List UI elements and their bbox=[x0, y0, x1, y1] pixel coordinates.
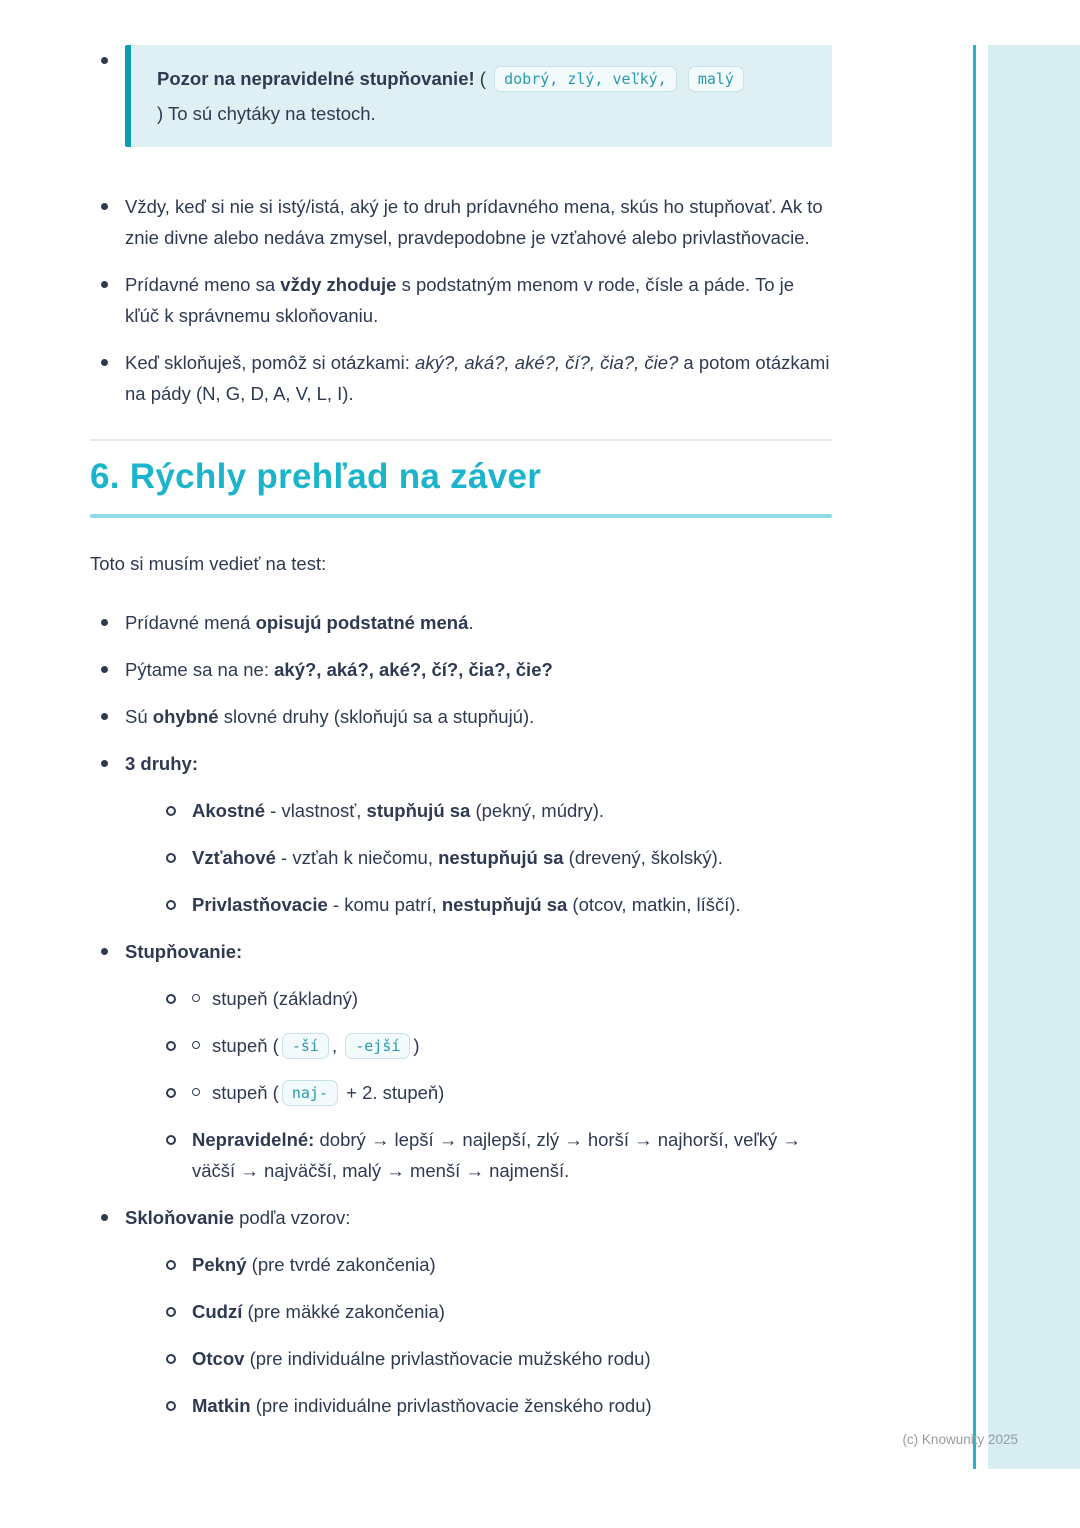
bullet-icon bbox=[101, 619, 108, 626]
pattern-text bbox=[192, 1390, 832, 1421]
code-chip: dobrý, zlý, veľký, bbox=[494, 66, 677, 92]
circle-bullet-icon bbox=[166, 853, 176, 863]
italic-text: aký?, aká?, aké?, čí?, čia?, čie? bbox=[415, 352, 679, 373]
warning-callout bbox=[125, 45, 832, 147]
bold-text: Akostné bbox=[192, 800, 265, 821]
bold-text: Matkin bbox=[192, 1395, 251, 1416]
bullet-icon bbox=[101, 760, 108, 767]
bold-text: Privlastňovacie bbox=[192, 894, 328, 915]
bullet-icon bbox=[101, 713, 108, 720]
text-segment: (drevený, školský). bbox=[563, 847, 723, 868]
text-segment: - komu patrí, bbox=[327, 894, 442, 915]
degree-item bbox=[157, 983, 832, 1014]
pattern-item bbox=[157, 1343, 832, 1374]
tip-item bbox=[90, 269, 832, 331]
bold-text: Cudzí bbox=[192, 1301, 243, 1322]
text-segment: - vzťah k niečomu, bbox=[275, 847, 439, 868]
bold-text: Stupňovanie: bbox=[125, 941, 243, 962]
code-chip: malý bbox=[688, 66, 744, 92]
irregular-text bbox=[192, 1124, 832, 1186]
bold-text: opisujú podstatné mená bbox=[255, 612, 469, 633]
kind-item bbox=[157, 842, 832, 873]
pattern-text bbox=[192, 1343, 832, 1374]
bold-text: vždy zhoduje bbox=[280, 274, 397, 295]
intro-text: Toto si musím vedieť na test: bbox=[90, 553, 327, 574]
bold-text: ohybné bbox=[152, 706, 219, 727]
summary-text bbox=[125, 1202, 832, 1233]
text-segment: Vždy, keď si nie si istý/istá, aký je to druh prídavného mena, skús ho stupňovať. Ak to znie divne alebo nedáva zmysel, pravdepodobne je vzťahové alebo privlastňovacie. bbox=[125, 196, 823, 248]
text-segment: (pekný, múdry). bbox=[470, 800, 604, 821]
text-segment: + 2. stupeň) bbox=[340, 1082, 445, 1103]
text-segment: (pre individuálne privlastňovacie mužského rodu) bbox=[244, 1348, 651, 1369]
kind-text bbox=[192, 795, 832, 826]
degree-item bbox=[157, 1077, 832, 1108]
heading-underline bbox=[90, 514, 832, 518]
circle-bullet-icon bbox=[166, 1354, 176, 1364]
text-segment: dobrý → lepší → najlepší, zlý → horší → najhorší, veľký → väčší → najväčší, malý → menší → najmenší. bbox=[192, 1129, 801, 1181]
code-chip: -ejší bbox=[345, 1033, 410, 1059]
summary-item-declension bbox=[90, 1202, 832, 1421]
right-sidebar-accent-line bbox=[973, 45, 976, 1469]
text-segment: (otcov, matkin, líščí). bbox=[567, 894, 741, 915]
summary-text bbox=[125, 654, 832, 685]
circle-bullet-icon bbox=[166, 994, 176, 1004]
kind-text bbox=[192, 889, 832, 920]
degree-circle-icon bbox=[192, 1041, 200, 1049]
text-segment: ) bbox=[413, 1035, 420, 1056]
text-segment: (pre individuálne privlastňovacie ženského rodu) bbox=[250, 1395, 652, 1416]
text-segment: (pre mäkké zakončenia) bbox=[242, 1301, 445, 1322]
section-divider bbox=[90, 439, 832, 441]
text-segment: . bbox=[468, 612, 474, 633]
summary-item-kinds bbox=[90, 748, 832, 920]
bold-text: stupňujú sa bbox=[366, 800, 471, 821]
callout-title: Pozor na nepravidelné stupňovanie! bbox=[157, 68, 475, 89]
bold-text: Otcov bbox=[192, 1348, 245, 1369]
right-sidebar-strip bbox=[988, 45, 1080, 1469]
text-segment: Keď skloňuješ, pomôž si otázkami: bbox=[125, 352, 416, 373]
summary-text bbox=[125, 748, 832, 779]
circle-bullet-icon bbox=[166, 1307, 176, 1317]
tip-item bbox=[90, 191, 832, 253]
notes-content bbox=[90, 45, 832, 1437]
text-segment: s podstatným menom v rode, čísle a páde. To je kľúč k správnemu skloňovaniu. bbox=[125, 274, 795, 326]
pattern-item bbox=[157, 1390, 832, 1421]
text-segment: ) To sú chytáky na testoch. bbox=[157, 103, 376, 124]
text-segment: Prídavné mená bbox=[125, 612, 256, 633]
degree-text bbox=[192, 983, 832, 1014]
bold-text: Vzťahové bbox=[192, 847, 276, 868]
circle-bullet-icon bbox=[166, 1041, 176, 1051]
pattern-text bbox=[192, 1249, 832, 1280]
text-segment: Pýtame sa na ne: bbox=[125, 659, 275, 680]
degree-circle-icon bbox=[192, 1088, 200, 1096]
text-segment: Prídavné meno sa bbox=[125, 274, 281, 295]
bold-text: 3 druhy: bbox=[125, 753, 198, 774]
bullet-icon bbox=[101, 359, 108, 366]
bullet-icon bbox=[101, 948, 108, 955]
tip-item bbox=[90, 347, 832, 409]
text-segment: stupeň ( bbox=[212, 1082, 279, 1103]
circle-bullet-icon bbox=[166, 1260, 176, 1270]
degree-text bbox=[192, 1030, 832, 1061]
degree-circle-icon bbox=[192, 994, 200, 1002]
degree-text bbox=[192, 1077, 832, 1108]
degree-item bbox=[157, 1030, 832, 1061]
callout-text bbox=[157, 61, 752, 131]
bold-text: Nepravidelné: bbox=[192, 1129, 315, 1150]
bold-text: Pekný bbox=[192, 1254, 247, 1275]
irregular-item bbox=[157, 1124, 832, 1186]
text-segment: ( bbox=[474, 68, 486, 89]
code-chip: -ší bbox=[282, 1033, 329, 1059]
summary-item bbox=[90, 607, 832, 638]
text-segment: stupeň (základný) bbox=[212, 988, 359, 1009]
circle-bullet-icon bbox=[166, 806, 176, 816]
text-segment: slovné druhy (skloňujú sa a stupňujú). bbox=[218, 706, 535, 727]
section-heading: 6. Rýchly prehľad na záver bbox=[90, 457, 542, 496]
kind-item bbox=[157, 795, 832, 826]
pattern-item bbox=[157, 1249, 832, 1280]
circle-bullet-icon bbox=[166, 1135, 176, 1145]
summary-text bbox=[125, 936, 832, 967]
tip-text bbox=[125, 347, 832, 409]
text-segment: , bbox=[331, 1035, 343, 1056]
circle-bullet-icon bbox=[166, 1088, 176, 1098]
bullet-icon bbox=[101, 666, 108, 673]
summary-item bbox=[90, 654, 832, 685]
bold-text: aký?, aká?, aké?, čí?, čia?, čie? bbox=[274, 659, 553, 680]
declension-sublist bbox=[125, 1249, 832, 1421]
tip-text bbox=[125, 191, 832, 253]
bullet-icon bbox=[101, 281, 108, 288]
copyright-note: (c) Knowunity 2025 bbox=[902, 1432, 1018, 1447]
pattern-text bbox=[192, 1296, 832, 1327]
bold-text: Skloňovanie bbox=[125, 1207, 234, 1228]
summary-text bbox=[125, 607, 832, 638]
bold-text: nestupňujú sa bbox=[438, 847, 564, 868]
pattern-item bbox=[157, 1296, 832, 1327]
circle-bullet-icon bbox=[166, 900, 176, 910]
bullet-icon bbox=[101, 203, 108, 210]
summary-item-grading bbox=[90, 936, 832, 1186]
summary-item bbox=[90, 701, 832, 732]
text-segment: - vlastnosť, bbox=[265, 800, 367, 821]
grading-sublist bbox=[125, 983, 832, 1186]
bullet-icon bbox=[101, 1214, 108, 1221]
text-segment: stupeň ( bbox=[212, 1035, 279, 1056]
text-segment: Sú bbox=[125, 706, 153, 727]
kind-item bbox=[157, 889, 832, 920]
kind-text bbox=[192, 842, 832, 873]
text-segment: (pre tvrdé zakončenia) bbox=[246, 1254, 436, 1275]
bullet-icon bbox=[101, 57, 108, 64]
text-segment: a potom otázkami na pády (N, G, D, A, V, L, I). bbox=[125, 352, 830, 404]
text-segment: podľa vzorov: bbox=[233, 1207, 351, 1228]
kinds-sublist bbox=[125, 795, 832, 920]
code-chip: naj- bbox=[282, 1080, 338, 1106]
tip-text bbox=[125, 269, 832, 331]
circle-bullet-icon bbox=[166, 1401, 176, 1411]
callout-list-item bbox=[90, 45, 832, 147]
summary-text bbox=[125, 701, 832, 732]
bold-text: nestupňujú sa bbox=[441, 894, 568, 915]
